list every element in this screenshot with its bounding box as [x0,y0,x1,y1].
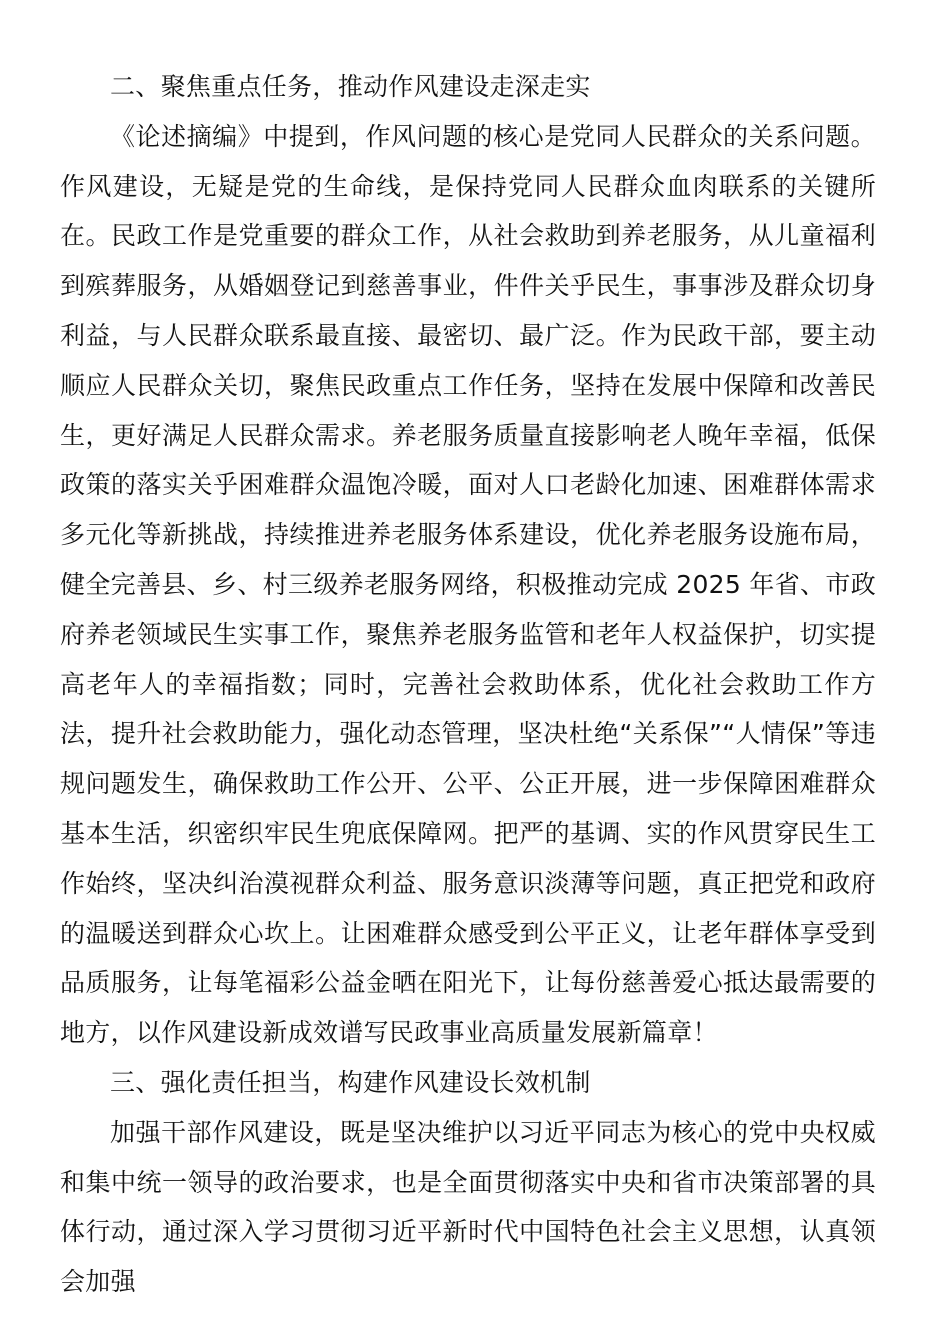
section-heading-focus-tasks: 二、聚焦重点任务，推动作风建设走深走实 [110,72,591,101]
paragraph-focus-tasks: 《论述摘编》中提到，作风问题的核心是党同人民群众的关系问题。作风建设，无疑是党的生命线，是保持党同人民群众血肉联系的关键所在。民政工作是党重要的群众工作，从社会救助到养老服务，从儿童福利到殡葬服务，从婚姻登记到慈善事业，件件关乎民生，事事涉及群众切身利益，与人民群众联系最直接、最密切、最广泛。作为民政干部，要主动顺应人民群众关切，聚焦民政重点工作任务，坚持在发展中保障和改善民生，更好满足人民群众需求。养老服务质量直接影响老人晚年幸福，低保政策的落实关乎困难群众温饱冷暖，面对人口老龄化加速、困难群体需求多元化等新挑战，持续推进养老服务体系建设，优化养老服务设施布局，健全完善县、乡、村三级养老服务网络，积极推动完成 2025 年省、市政府养老领域民生实事工作，聚焦养老服务监管和老年人权益保护，切实提高老年人的幸福指数；同时，完善社会救助体系，优化社会救助工作方法，提升社会救助能力，强化动态管理，坚决杜绝“关系保”“人情保”等违规问题发生，确保救助工作公开、公平、公正开展，进一步保障困难群众基本生活，织密织牢民生兜底保障网。把严的基调、实的作风贯穿民生工作始终，坚决纠治漠视群众利益、服务意识淡薄等问题，真正把党和政府的温暖送到群众心坎上。让困难群众感受到公平正义，让老年群体享受到品质服务，让每笔福彩公益金晒在阳光下，让每份慈善爱心抵达最需要的地方，以作风建设新成效谱写民政事业高质量发展新篇章！ [60,121,876,1048]
document-page [60,62,876,1307]
section-heading-responsibility: 三、强化责任担当，构建作风建设长效机制 [110,1067,591,1097]
paragraph-responsibility: 加强干部作风建设，既是坚决维护以习近平同志为核心的党中央权威和集中统一领导的政治要求，也是全面贯彻落实中央和省市决策部署的具体行动，通过深入学习贯彻习近平新时代中国特色社会主义思想，认真领会加强 [60,1117,876,1297]
